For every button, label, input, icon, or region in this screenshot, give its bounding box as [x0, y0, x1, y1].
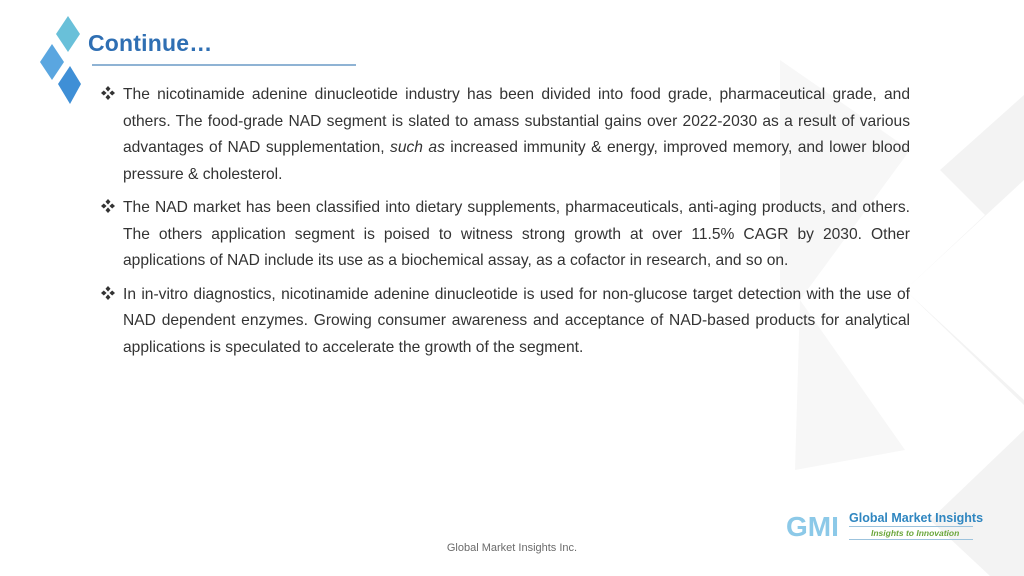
footer-text: Global Market Insights Inc. [446, 542, 578, 554]
bullet-item [100, 82, 910, 188]
bullet-item [100, 282, 910, 362]
blue-diamonds-decoration [36, 14, 86, 108]
company-logo [786, 508, 984, 542]
bullet-emphasis: such as [390, 139, 445, 156]
bullet-item [100, 195, 910, 275]
bullet-text-continued: increased immunity & energy, improved memory, and lower blood pressure & cholesterol. [123, 139, 910, 183]
title-underline [92, 64, 356, 66]
diamond-cluster-icon [100, 285, 116, 301]
diamond-cluster-icon [100, 85, 116, 101]
logo-tagline: Insights to Innovation [871, 528, 960, 538]
diamond-cluster-icon [100, 198, 116, 214]
bullet-text: In in-vitro diagnostics, nicotinamide adenine dinucleotide is used for non-glucose target detection with the use of NAD dependent enzymes. Growing consumer awareness and acceptance of NAD-based products for analytical applications is speculated to accelerate the growth of the segment. [123, 285, 910, 356]
bullet-text: The nicotinamide adenine dinucleotide industry has been divided into food grade, pharmaceutical grade, and others. The food-grade NAD segment is slated to amass substantial gains over 2022-2030 as a result of various advantages of NAD supplementation, [123, 86, 910, 156]
logo-divider [849, 539, 973, 540]
logo-company-name: Global Market Insights [849, 511, 984, 525]
logo-mark-text: GMI [786, 511, 839, 542]
logo-divider [849, 526, 973, 527]
page-title: Continue… [88, 30, 213, 56]
gmi-logo-mark [786, 508, 846, 542]
bullet-list [100, 82, 910, 368]
bullet-text: The NAD market has been classified into dietary supplements, pharmaceuticals, anti-aging products, and others. The others application segment is poised to witness strong growth at over 11.5% CAGR by 2030. Other applications of NAD include its use as a biochemical assay, as a cofactor in research, and so on. [123, 199, 910, 269]
